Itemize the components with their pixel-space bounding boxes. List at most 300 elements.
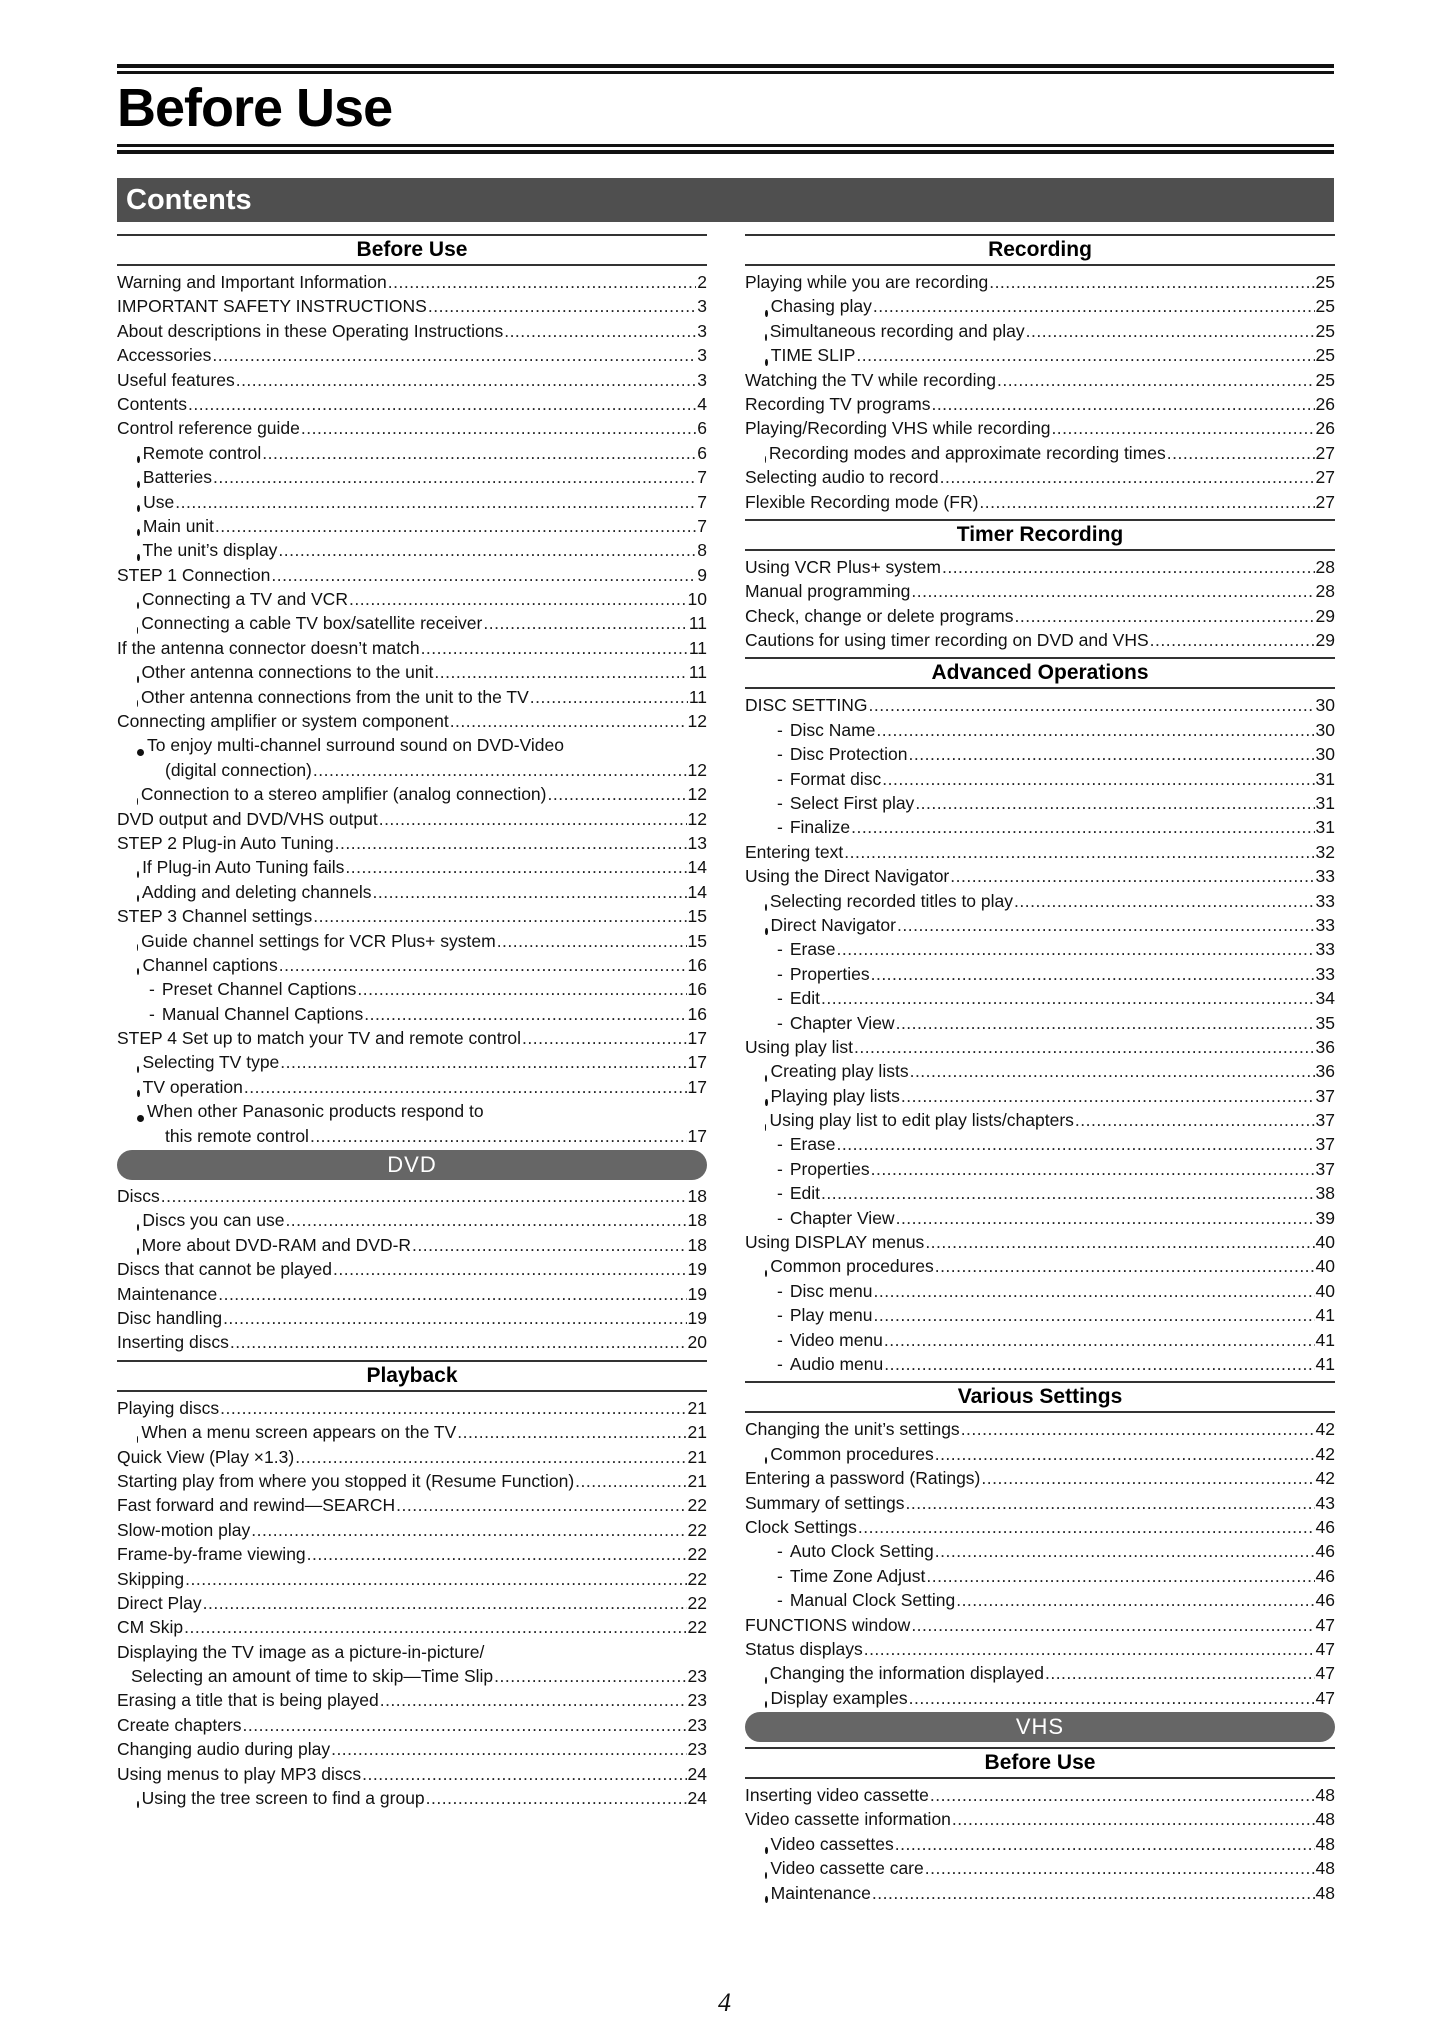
toc-entry-page: 18 — [687, 1234, 707, 1255]
dot-leader — [935, 1254, 1315, 1278]
toc-entry[interactable] — [117, 1688, 707, 1712]
toc-entry[interactable] — [117, 1469, 707, 1493]
dot-leader — [307, 1542, 687, 1566]
bullet-icon — [137, 456, 140, 463]
toc-entry[interactable] — [745, 579, 1335, 603]
toc-entry[interactable] — [745, 718, 1335, 742]
toc-entry-label: Playing discs — [117, 1397, 220, 1418]
toc-entry-label: Create chapters — [117, 1714, 242, 1735]
toc-entry[interactable] — [117, 1713, 707, 1737]
dash-marker: - — [777, 1329, 783, 1350]
section-header-playback: Playback — [117, 1360, 707, 1392]
toc-entry[interactable] — [117, 1208, 707, 1232]
toc-entry[interactable] — [745, 1157, 1335, 1181]
toc-entry-page: 41 — [1315, 1329, 1335, 1350]
toc-entry[interactable] — [745, 791, 1335, 815]
toc-entry-label: Starting play from where you stopped it (Resume Function) — [117, 1470, 575, 1491]
dot-leader — [188, 392, 696, 416]
toc-entry[interactable] — [745, 416, 1335, 440]
toc-entry-label: Properties — [789, 963, 870, 984]
dash-marker: - — [777, 768, 783, 789]
dot-leader — [575, 1469, 686, 1493]
toc-entry-label: Connecting amplifier or system component — [117, 711, 449, 732]
toc-entry[interactable] — [117, 1420, 707, 1444]
bullet-icon — [765, 1457, 767, 1464]
toc-entry[interactable] — [117, 1518, 707, 1542]
dash-marker: - — [149, 1003, 155, 1024]
toc-entry[interactable] — [117, 563, 707, 587]
dot-leader — [872, 1881, 1315, 1905]
bullet-icon — [137, 602, 139, 609]
toc-entry-label: Video cassette care — [770, 1858, 924, 1879]
toc-entry-page: 37 — [1315, 1110, 1335, 1131]
toc-entry[interactable] — [117, 1233, 707, 1257]
section-header-before-use: Before Use — [745, 1747, 1335, 1779]
toc-entry[interactable] — [745, 1059, 1335, 1083]
toc-entry[interactable] — [117, 977, 707, 1001]
dot-leader — [911, 1613, 1314, 1637]
dot-leader — [450, 709, 687, 733]
toc-entry-label: Quick View (Play ×1.3) — [117, 1446, 295, 1467]
toc-entry-label: Disc Name — [789, 719, 876, 740]
toc-entry-page: 11 — [688, 637, 707, 658]
toc-entry-page: 22 — [687, 1568, 707, 1589]
toc-entry-page: 26 — [1315, 393, 1335, 414]
toc-entry[interactable] — [117, 1306, 707, 1330]
toc-entry[interactable] — [117, 1591, 707, 1615]
toc-entry[interactable] — [117, 416, 707, 440]
toc-entry-label: STEP 1 Connection — [117, 564, 271, 585]
toc-entry[interactable] — [117, 392, 707, 416]
dot-leader — [925, 1856, 1315, 1880]
toc-entry[interactable] — [117, 929, 707, 953]
dot-leader — [856, 343, 1314, 367]
toc-entry[interactable] — [745, 1539, 1335, 1563]
toc-entry-label: Channel captions — [142, 954, 278, 975]
toc-entry-label: Frame-by-frame viewing — [117, 1544, 306, 1565]
toc-entry[interactable] — [745, 1856, 1335, 1880]
toc-entry-label: TV operation — [142, 1076, 243, 1097]
toc-entry[interactable] — [117, 831, 707, 855]
toc-entry[interactable] — [117, 611, 707, 635]
toc-entry[interactable] — [745, 913, 1335, 937]
toc-entry-label: Flexible Recording mode (FR) — [745, 491, 979, 512]
toc-entry[interactable] — [745, 1807, 1335, 1831]
title-rule-top-1 — [117, 64, 1334, 68]
toc-entry[interactable] — [745, 889, 1335, 913]
toc-entry[interactable] — [745, 628, 1335, 652]
toc-entry[interactable] — [117, 758, 707, 782]
toc-entry-page: 19 — [687, 1283, 707, 1304]
toc-entry[interactable] — [117, 441, 707, 465]
dot-leader — [1014, 604, 1314, 628]
toc-entry-page: 27 — [1315, 467, 1335, 488]
toc-entry[interactable] — [745, 1181, 1335, 1205]
toc-entry-page: 36 — [1315, 1036, 1335, 1057]
dot-leader — [335, 831, 687, 855]
toc-entry-page: 35 — [1315, 1012, 1335, 1033]
toc-entry[interactable] — [745, 343, 1335, 367]
dot-leader — [851, 815, 1314, 839]
toc-entry[interactable] — [745, 840, 1335, 864]
section-header-various-settings: Various Settings — [745, 1381, 1335, 1413]
toc-entry[interactable] — [117, 1124, 707, 1148]
toc-entry[interactable] — [117, 514, 707, 538]
toc-entry-page: 31 — [1315, 817, 1335, 838]
toc-entry[interactable] — [117, 880, 707, 904]
dash-marker: - — [777, 1305, 783, 1326]
dot-leader — [426, 1786, 687, 1810]
toc-entry[interactable] — [117, 953, 707, 977]
toc-entry[interactable] — [117, 1762, 707, 1786]
dot-leader — [213, 465, 696, 489]
toc-entry-page: 6 — [697, 442, 707, 463]
toc-entry[interactable] — [117, 1542, 707, 1566]
bullet-icon — [765, 1847, 768, 1854]
dot-leader — [364, 1002, 686, 1026]
toc-entry-page: 12 — [687, 784, 707, 805]
dot-leader — [244, 1075, 687, 1099]
toc-entry-label: More about DVD-RAM and DVD-R — [141, 1234, 412, 1255]
toc-entry[interactable] — [745, 1588, 1335, 1612]
toc-entry-page: 23 — [687, 1714, 707, 1735]
toc-entry-page: 17 — [687, 1076, 707, 1097]
toc-entry[interactable] — [745, 962, 1335, 986]
toc-entry-label: Adding and deleting channels — [141, 881, 372, 902]
dash-marker: - — [777, 1012, 783, 1033]
toc-entry-page: 22 — [687, 1544, 707, 1565]
dash-marker: - — [149, 979, 155, 1000]
toc-entry[interactable] — [745, 1442, 1335, 1466]
toc-entry-label: Changing the unit’s settings — [745, 1419, 960, 1440]
toc-entry-page: 12 — [687, 759, 707, 780]
toc-entry-page: 46 — [1315, 1590, 1335, 1611]
toc-entry-page: 2 — [697, 271, 707, 292]
dot-leader — [882, 767, 1314, 791]
toc-entry[interactable] — [117, 1396, 707, 1420]
toc-entry[interactable] — [117, 1640, 707, 1664]
toc-entry-page: 25 — [1315, 271, 1335, 292]
toc-entry-label: To enjoy multi-channel surround sound on DVD-Video — [147, 735, 565, 756]
toc-entry[interactable] — [117, 1786, 707, 1810]
dash-marker: - — [777, 793, 783, 814]
bullet-icon — [765, 1075, 767, 1082]
toc-entry[interactable] — [745, 1613, 1335, 1637]
toc-entry-label: Video cassettes — [770, 1833, 894, 1854]
dot-leader — [979, 490, 1314, 514]
dot-leader — [497, 929, 687, 953]
dash-marker: - — [777, 1280, 783, 1301]
toc-entry-page: 40 — [1315, 1280, 1335, 1301]
dot-leader — [896, 1011, 1315, 1035]
toc-entry[interactable] — [745, 1417, 1335, 1441]
toc-entry-label: Summary of settings — [745, 1492, 905, 1513]
section-header-timer-recording: Timer Recording — [745, 519, 1335, 551]
toc-entry[interactable] — [117, 1493, 707, 1517]
toc-entry[interactable] — [745, 767, 1335, 791]
dot-leader — [243, 1713, 687, 1737]
toc-entry-page: 19 — [687, 1308, 707, 1328]
toc-entry-label: Connecting a TV and VCR — [142, 589, 348, 610]
toc-entry-label: Useful features — [117, 369, 235, 390]
toc-entry[interactable] — [117, 343, 707, 367]
dot-leader — [380, 1688, 687, 1712]
toc-entry-page: 23 — [687, 1666, 707, 1687]
dot-leader — [494, 1664, 686, 1688]
dot-leader — [925, 1230, 1314, 1254]
toc-entry[interactable] — [745, 815, 1335, 839]
toc-entry[interactable] — [745, 1011, 1335, 1035]
toc-entry-page: 33 — [1315, 914, 1335, 935]
toc-entry[interactable] — [745, 1564, 1335, 1588]
toc-entry-page: 46 — [1315, 1565, 1335, 1586]
toc-left-column — [117, 234, 707, 1810]
toc-entry-label: Edit — [789, 988, 820, 1009]
toc-entry[interactable] — [745, 937, 1335, 961]
toc-entry[interactable] — [745, 1686, 1335, 1710]
toc-entry-label: Erase — [789, 1134, 836, 1155]
toc-entry[interactable] — [117, 1664, 707, 1688]
section-header-recording: Recording — [745, 234, 1335, 266]
toc-entry[interactable] — [117, 1184, 707, 1208]
toc-entry[interactable] — [745, 693, 1335, 717]
toc-entry-label: Selecting TV type — [142, 1052, 280, 1073]
bullet-icon — [765, 928, 768, 935]
dot-leader — [981, 1466, 1314, 1490]
toc-entry-label: Selecting recorded titles to play — [769, 890, 1014, 911]
toc-entry[interactable] — [745, 319, 1335, 343]
toc-entry[interactable] — [745, 1254, 1335, 1278]
toc-entry[interactable] — [117, 1051, 707, 1075]
toc-entry-page: 25 — [1315, 296, 1335, 317]
section-header-before-use: Before Use — [117, 234, 707, 266]
toc-entry-label: Main unit — [142, 515, 214, 536]
dot-leader — [952, 1807, 1315, 1831]
dot-leader — [1167, 441, 1315, 465]
dot-leader — [821, 986, 1315, 1010]
toc-entry-label: Chasing play — [770, 296, 872, 317]
toc-entry[interactable] — [117, 685, 707, 709]
toc-entry[interactable] — [745, 1832, 1335, 1856]
toc-entry[interactable] — [117, 636, 707, 660]
toc-entry-page: 40 — [1315, 1256, 1335, 1277]
toc-entry[interactable] — [117, 1282, 707, 1306]
toc-entry[interactable] — [117, 538, 707, 562]
dot-leader — [522, 1026, 687, 1050]
dot-leader — [331, 1737, 686, 1761]
toc-entry[interactable] — [117, 1615, 707, 1639]
toc-entry-label: Cautions for using timer recording on DVD and VHS — [745, 630, 1149, 651]
toc-entry-label: Connection to a stereo amplifier (analog connection) — [140, 784, 547, 805]
toc-entry[interactable] — [745, 1303, 1335, 1327]
toc-entry[interactable] — [117, 1445, 707, 1469]
toc-entry-label: Slow-motion play — [117, 1519, 251, 1540]
toc-entry-label: Watching the TV while recording — [745, 369, 996, 390]
toc-entry-page: 29 — [1315, 630, 1335, 651]
toc-entry-page: 22 — [687, 1519, 707, 1540]
dot-leader — [412, 1233, 686, 1257]
toc-entry-page: 37 — [1315, 1158, 1335, 1179]
toc-entry-page: 37 — [1315, 1134, 1335, 1155]
toc-entry[interactable] — [117, 294, 707, 318]
toc-entry[interactable] — [745, 1328, 1335, 1352]
toc-entry[interactable] — [745, 604, 1335, 628]
dot-leader — [874, 1303, 1315, 1327]
toc-entry[interactable] — [745, 1881, 1335, 1905]
toc-entry[interactable] — [745, 1035, 1335, 1059]
dot-leader — [942, 555, 1315, 579]
dot-leader — [906, 1491, 1315, 1515]
toc-entry-page: 4 — [697, 393, 707, 414]
category-pill-vhs: VHS — [745, 1712, 1335, 1742]
toc-entry[interactable] — [745, 490, 1335, 514]
bullet-icon — [765, 334, 767, 341]
toc-entry-label: Using the Direct Navigator — [745, 866, 950, 887]
dash-marker: - — [777, 988, 783, 1009]
toc-entry[interactable] — [117, 1002, 707, 1026]
toc-entry[interactable] — [745, 555, 1335, 579]
toc-entry[interactable] — [745, 294, 1335, 318]
toc-entry-page: 10 — [687, 589, 707, 610]
toc-entry[interactable] — [745, 368, 1335, 392]
dot-leader — [345, 855, 686, 879]
toc-entry[interactable] — [745, 1230, 1335, 1254]
toc-entry[interactable] — [745, 392, 1335, 416]
toc-entry-label: Using VCR Plus+ system — [745, 556, 941, 577]
dash-marker: - — [777, 1183, 783, 1204]
toc-entry-page: 46 — [1315, 1516, 1335, 1537]
toc-entry-label: Disc menu — [789, 1280, 873, 1301]
toc-entry[interactable] — [117, 490, 707, 514]
toc-entry-label: Recording modes and approximate recording times — [768, 442, 1166, 463]
dot-leader — [285, 1208, 686, 1232]
dash-marker: - — [777, 1354, 783, 1374]
toc-entry[interactable] — [745, 1661, 1335, 1685]
toc-entry[interactable] — [745, 1133, 1335, 1157]
dot-leader — [1075, 1108, 1315, 1132]
dot-leader — [935, 1539, 1315, 1563]
toc-entry[interactable] — [745, 465, 1335, 489]
toc-entry[interactable] — [117, 733, 707, 757]
toc-entry[interactable] — [745, 1783, 1335, 1807]
toc-entry-page: 3 — [697, 296, 707, 317]
toc-entry[interactable] — [117, 270, 707, 294]
dash-marker: - — [777, 1134, 783, 1155]
toc-entry-label: Control reference guide — [117, 418, 300, 439]
dash-marker: - — [777, 1158, 783, 1179]
toc-entry-label: Warning and Important Information — [117, 271, 387, 292]
bullet-icon — [765, 1701, 767, 1708]
toc-entry-label: (digital connection) — [165, 759, 312, 780]
toc-entry-page: 33 — [1315, 963, 1335, 984]
toc-entry-label: Connecting a cable TV box/satellite receiver — [141, 613, 483, 634]
toc-entry[interactable] — [117, 1257, 707, 1281]
toc-entry-label: Display examples — [770, 1687, 908, 1708]
toc-entry-label: CM Skip — [117, 1617, 184, 1638]
toc-entry-label: If Plug-in Auto Tuning fails — [142, 857, 345, 878]
toc-entry-label: Inserting discs — [117, 1332, 229, 1353]
toc-entry-page: 27 — [1315, 442, 1335, 463]
toc-entry[interactable] — [745, 1352, 1335, 1376]
dot-leader — [956, 1588, 1314, 1612]
toc-entry-page: 3 — [697, 369, 707, 390]
toc-entry-label: Finalize — [789, 817, 851, 838]
toc-entry-page: 43 — [1315, 1492, 1335, 1513]
toc-entry-label: STEP 2 Plug-in Auto Tuning — [117, 832, 334, 853]
dot-leader — [909, 742, 1315, 766]
dot-leader — [884, 1328, 1315, 1352]
toc-entry-page: 21 — [687, 1470, 707, 1491]
dot-leader — [295, 1445, 686, 1469]
toc-entry[interactable] — [117, 587, 707, 611]
toc-entry[interactable] — [117, 709, 707, 733]
toc-entry[interactable] — [117, 1075, 707, 1099]
dot-leader — [262, 441, 696, 465]
toc-entry-label: Recording TV programs — [745, 393, 931, 414]
toc-entry-page: 7 — [697, 515, 707, 536]
toc-entry-page: 7 — [697, 467, 707, 488]
toc-entry[interactable] — [745, 986, 1335, 1010]
toc-entry-label: Discs that cannot be played — [117, 1259, 332, 1280]
toc-entry[interactable] — [117, 782, 707, 806]
toc-entry[interactable] — [745, 1206, 1335, 1230]
toc-entry[interactable] — [117, 855, 707, 879]
toc-entry-page: 13 — [687, 832, 707, 853]
toc-entry-page: 33 — [1315, 890, 1335, 911]
toc-entry[interactable] — [117, 1099, 707, 1123]
dot-leader — [230, 1330, 687, 1354]
toc-entry-label: Direct Navigator — [770, 914, 896, 935]
toc-entry[interactable] — [745, 1466, 1335, 1490]
toc-entry[interactable] — [745, 1515, 1335, 1539]
toc-entry[interactable] — [117, 904, 707, 928]
toc-entry[interactable] — [117, 1026, 707, 1050]
toc-entry[interactable] — [745, 742, 1335, 766]
toc-entry[interactable] — [745, 1108, 1335, 1132]
toc-entry[interactable] — [117, 368, 707, 392]
dot-leader — [185, 1567, 686, 1591]
toc-entry-label: Maintenance — [117, 1283, 218, 1304]
toc-entry[interactable] — [117, 1330, 707, 1354]
page-title: Before Use — [117, 78, 393, 138]
toc-entry[interactable] — [745, 270, 1335, 294]
toc-entry[interactable] — [117, 319, 707, 343]
toc-entry[interactable] — [117, 1737, 707, 1761]
toc-entry[interactable] — [745, 1084, 1335, 1108]
toc-entry-page: 36 — [1315, 1061, 1335, 1082]
toc-entry[interactable] — [745, 1279, 1335, 1303]
toc-entry-page: 32 — [1315, 841, 1335, 862]
toc-entry-page: 17 — [687, 1028, 707, 1049]
toc-entry[interactable] — [745, 1637, 1335, 1661]
toc-entry[interactable] — [745, 441, 1335, 465]
toc-entry-page: 11 — [688, 662, 707, 683]
toc-entry-page: 24 — [687, 1763, 707, 1784]
toc-entry-page: 18 — [687, 1210, 707, 1231]
dot-leader — [1045, 1661, 1315, 1685]
toc-entry-page: 15 — [687, 930, 707, 951]
toc-entry[interactable] — [117, 1567, 707, 1591]
bullet-icon — [137, 676, 139, 683]
toc-entry[interactable] — [117, 807, 707, 831]
toc-entry[interactable] — [745, 1491, 1335, 1515]
toc-entry-label: Using play list to edit play lists/chapters — [769, 1110, 1074, 1131]
toc-entry[interactable] — [117, 660, 707, 684]
toc-entry-label: TIME SLIP — [770, 345, 856, 366]
toc-entry[interactable] — [117, 465, 707, 489]
toc-entry[interactable] — [745, 864, 1335, 888]
toc-entry-label: Displaying the TV image as a picture-in-picture/ — [117, 1641, 485, 1662]
